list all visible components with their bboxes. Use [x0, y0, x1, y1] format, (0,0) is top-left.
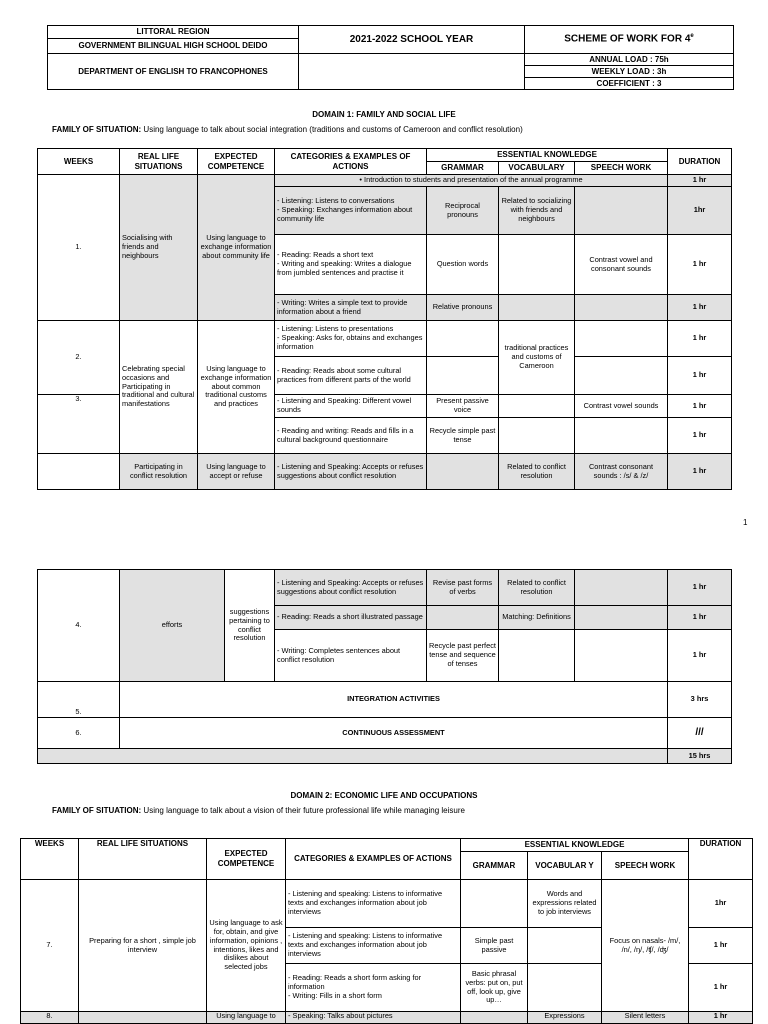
dur-4: 1 hr: [668, 321, 732, 357]
col2-weeks: WEEKS: [21, 839, 79, 880]
speech3-4: Silent letters: [602, 1012, 689, 1024]
vocab-2: [499, 235, 575, 295]
cat2-3: - Writing: Completes sentences about conflict resolution: [275, 630, 427, 682]
dur3-3: 1 hr: [689, 964, 753, 1012]
speech-8: Contrast consonant sounds : /s/ & /z/: [575, 454, 668, 490]
cat-2: - Reading: Reads a short text - Writing and speaking: Writes a dialogue from jumbled sentences and practise it: [275, 235, 427, 295]
col2-vocabulary: VOCABULAR Y: [528, 852, 602, 880]
expected-3: Using language to accept or refuse: [198, 454, 275, 490]
expected-8: Using language to: [207, 1012, 286, 1024]
domain2-table: [20, 838, 753, 1024]
col-speech: SPEECH WORK: [575, 162, 668, 175]
real-life-2: Celebrating special occasions and Participating in traditional and cultural manifestations: [120, 321, 198, 454]
intro-row: • Introduction to students and presentation of the annual programme: [275, 175, 668, 187]
col-essential: ESSENTIAL KNOWLEDGE: [427, 149, 668, 162]
grammar-2: Question words: [427, 235, 499, 295]
domain2-title: DOMAIN 2: ECONOMIC LIFE AND OCCUPATIONS: [290, 791, 478, 800]
col-expected: EXPECTED COMPETENCE: [198, 149, 275, 175]
integration-activities: INTEGRATION ACTIVITIES: [120, 682, 668, 718]
school-year: 2021-2022 SCHOOL YEAR: [299, 26, 525, 54]
cat-8: - Listening and Speaking: Accepts or refuses suggestions about conflict resolution: [275, 454, 427, 490]
week-8: 8.: [21, 1012, 79, 1024]
col2-categories: CATEGORIES & EXAMPLES OF ACTIONS: [286, 839, 461, 880]
real-life-1: Socialising with friends and neighbours: [120, 175, 198, 321]
cat2-1: - Listening and Speaking: Accepts or refuses suggestions about conflict resolution: [275, 570, 427, 606]
cat3-3: - Reading: Reads a short form asking for information - Writing: Fills in a short form: [286, 964, 461, 1012]
weekly-load: WEEKLY LOAD : 3h: [525, 66, 734, 78]
grammar2-1: Revise past forms of verbs: [427, 570, 499, 606]
real-life-7: Preparing for a short , simple job interview: [79, 880, 207, 1012]
dur2-2: 1 hr: [668, 606, 732, 630]
coefficient: COEFFICIENT : 3: [525, 78, 734, 90]
expected-4: suggestions pertaining to conflict resolution: [225, 570, 275, 682]
dur3-1: 1hr: [689, 880, 753, 928]
dur-1: 1hr: [668, 187, 732, 235]
page-number: 1: [743, 518, 748, 527]
cat2-2: - Reading: Reads a short illustrated passage: [275, 606, 427, 630]
cat-4: - Listening: Listens to presentations - Speaking: Asks for, obtains and exchanges information: [275, 321, 427, 357]
speech-1: [575, 187, 668, 235]
col2-expected: EXPECTED COMPETENCE: [207, 839, 286, 880]
continuous-assessment: CONTINUOUS ASSESSMENT: [120, 718, 668, 749]
col2-duration: DURATION: [689, 839, 753, 880]
region: LITTORAL REGION: [48, 26, 299, 39]
dur3-4: 1 hr: [689, 1012, 753, 1024]
speech3: Focus on nasals- /m/, /n/, /ŋ/, /ʧ/, /ʤ/: [602, 880, 689, 1012]
school-name: GOVERNMENT BILINGUAL HIGH SCHOOL DEIDO: [48, 39, 299, 54]
dur2-1: 1 hr: [668, 570, 732, 606]
total-duration: 15 hrs: [668, 749, 732, 764]
scheme-title: SCHEME OF WORK FOR 4e: [525, 26, 734, 54]
speech-6: Contrast vowel sounds: [575, 395, 668, 418]
grammar-1: Reciprocal pronouns: [427, 187, 499, 235]
col-vocabulary: VOCABULARY: [499, 162, 575, 175]
week-5: 5.: [38, 682, 120, 718]
cat-1: - Listening: Listens to conversations - Speaking: Exchanges information about community life: [275, 187, 427, 235]
vocab2-2: Matching: Definitions: [499, 606, 575, 630]
expected-2: Using language to exchange information about common traditional customs and practices: [198, 321, 275, 454]
expected-7: Using language to ask for, obtain, and give information, opinions , intentions, likes and dislikes about selected jobs: [207, 880, 286, 1012]
grammar2-3: Recycle past perfect tense and sequence of tenses: [427, 630, 499, 682]
domain1-family: FAMILY OF SITUATION: Using language to talk about social integration (traditions and customs of Cameroon and conflict resolution): [52, 125, 523, 134]
cat-6: - Listening and Speaking: Different vowel sounds: [275, 395, 427, 418]
col-categories: CATEGORIES & EXAMPLES OF ACTIONS: [275, 149, 427, 175]
dur-3: 1 hr: [668, 295, 732, 321]
week-3: 3.: [38, 395, 120, 454]
real-life-4: efforts: [120, 570, 225, 682]
dur3-2: 1 hr: [689, 928, 753, 964]
dur-8: 1 hr: [668, 454, 732, 490]
domain1-title: DOMAIN 1: FAMILY AND SOCIAL LIFE: [312, 110, 456, 119]
integration-duration: 3 hrs: [668, 682, 732, 718]
real-life-3: Participating in conflict resolution: [120, 454, 198, 490]
week-7: 7.: [21, 880, 79, 1012]
vocab-1: Related to socializing with friends and neighbours: [499, 187, 575, 235]
col2-grammar: GRAMMAR: [461, 852, 528, 880]
continuous-duration: ///: [668, 718, 732, 749]
grammar-7: Recycle simple past tense: [427, 418, 499, 454]
cat-7: - Reading and writing: Reads and fills in a cultural background questionnaire: [275, 418, 427, 454]
col-weeks: WEEKS: [38, 149, 120, 175]
vocab-8: Related to conflict resolution: [499, 454, 575, 490]
annual-load: ANNUAL LOAD : 75h: [525, 54, 734, 66]
grammar-6: Present passive voice: [427, 395, 499, 418]
dur-6: 1 hr: [668, 395, 732, 418]
col-real-life: REAL LIFE SITUATIONS: [120, 149, 198, 175]
col-duration: DURATION: [668, 149, 732, 175]
grammar-3: Relative pronouns: [427, 295, 499, 321]
col2-real-life: REAL LIFE SITUATIONS: [79, 839, 207, 880]
dur-5: 1 hr: [668, 357, 732, 395]
week-1: 1.: [38, 175, 120, 321]
continuation-table: [37, 569, 732, 764]
header-table: [47, 25, 734, 90]
week-4: 4.: [38, 570, 120, 682]
vocab-45: traditional practices and customs of Cameroon: [499, 321, 575, 395]
cat3-1: - Listening and speaking: Listens to informative texts and exchanges information about job interviews: [286, 880, 461, 928]
cat3-4: - Speaking: Talks about pictures: [286, 1012, 461, 1024]
col-grammar: GRAMMAR: [427, 162, 499, 175]
department: DEPARTMENT OF ENGLISH TO FRANCOPHONES: [48, 54, 299, 90]
week-6: 6.: [38, 718, 120, 749]
domain2-family: FAMILY OF SITUATION: Using language to talk about a vision of their future professional life while managing leisure: [52, 806, 465, 815]
domain1-table: [37, 148, 732, 490]
dur2-3: 1 hr: [668, 630, 732, 682]
col2-essential: ESSENTIAL KNOWLEDGE: [461, 839, 689, 852]
col2-speech: SPEECH WORK: [602, 852, 689, 880]
cat3-2: - Listening and speaking: Listens to informative texts and exchanges information about job interviews: [286, 928, 461, 964]
cat-5: - Reading: Reads about some cultural practices from different parts of the world: [275, 357, 427, 395]
vocab3-1: Words and expressions related to job interviews: [528, 880, 602, 928]
vocab3-4: Expressions: [528, 1012, 602, 1024]
week-2: 2.: [38, 321, 120, 395]
speech-2: Contrast vowel and consonant sounds: [575, 235, 668, 295]
intro-duration: 1 hr: [668, 175, 732, 187]
dur-7: 1 hr: [668, 418, 732, 454]
expected-1: Using language to exchange information about community life: [198, 175, 275, 321]
header-blank: [299, 54, 525, 90]
grammar3-2: Simple past passive: [461, 928, 528, 964]
dur-2: 1 hr: [668, 235, 732, 295]
total-row: [38, 749, 668, 764]
grammar3-3: Basic phrasal verbs: put on, put off, look up, give up…: [461, 964, 528, 1012]
cat-3: - Writing: Writes a simple text to provide information about a friend: [275, 295, 427, 321]
vocab2-1: Related to conflict resolution: [499, 570, 575, 606]
